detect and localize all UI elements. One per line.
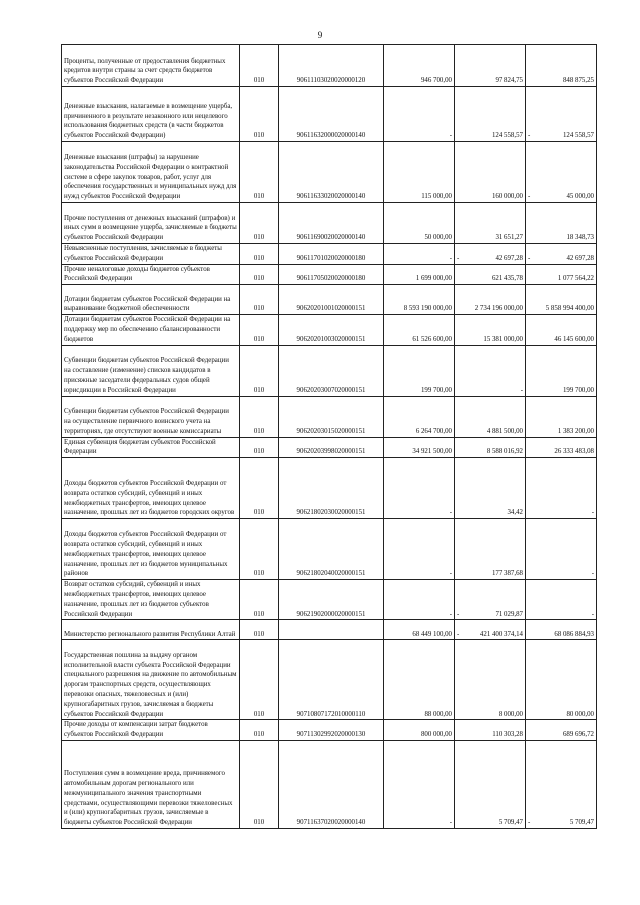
row-unexecuted-text: 689 696,72 (562, 731, 594, 739)
row-unexecuted-text: 1 077 564,22 (557, 275, 594, 283)
row-kbk-cell (279, 458, 384, 519)
row-name-text: Возврат остатков субсидий, субвенций и иных межбюджетных трансфертов, имеющих целевое назначение, прошлых лет из бюджетов субъектов Российской Федерации (64, 581, 209, 618)
row-name-cell (62, 640, 240, 720)
row-unexecuted-text: - (591, 509, 594, 517)
row-executed-text: - (520, 386, 523, 394)
page-number: 9 (317, 30, 323, 40)
row-code-text: 010 (253, 386, 265, 394)
row-kbk-text: 90611633020020000140 (296, 193, 366, 201)
row-unexecuted-cell (526, 345, 597, 396)
row-kbk-text: 90611690020020000140 (296, 234, 366, 242)
table-row (62, 142, 597, 203)
row-unexecuted-text: 5 709,47 (569, 819, 594, 827)
row-approved-text: 946 700,00 (420, 77, 452, 85)
row-approved-cell (384, 458, 455, 519)
row-approved-text: - (449, 610, 452, 618)
row-kbk-cell (279, 45, 384, 87)
row-approved-text: 34 921 500,00 (412, 448, 452, 456)
row-code-cell (240, 458, 279, 519)
row-kbk-text: 90620203998020000151 (296, 448, 366, 456)
row-kbk-cell (279, 203, 384, 244)
minus-sign: - (528, 819, 531, 827)
row-unexecuted-cell (526, 285, 597, 315)
row-code-text: 010 (253, 305, 265, 313)
row-approved-text: 68 449 100,00 (412, 630, 452, 638)
row-approved-text: 199 700,00 (420, 386, 452, 394)
row-code-cell (240, 640, 279, 720)
row-executed-text: 2 734 196 000,00 (474, 305, 523, 313)
row-code-text: 010 (253, 77, 265, 85)
row-kbk-text: 90611632000020000140 (296, 132, 366, 140)
table-row (62, 620, 597, 640)
row-executed-text: 4 881 500,00 (486, 427, 523, 435)
row-name-text: Дотации бюджетам субъектов Российской Федерации на выравнивание бюджетной обеспеченности (64, 295, 231, 313)
row-kbk-cell (279, 620, 384, 640)
row-name-cell (62, 620, 240, 640)
row-name-text: Поступления сумм в возмещение вреда, причиняемого автомобильным дорогам регионального или межмуниципального значения транспортными средствами, осуществляющими перевозки тяжеловесных и (или) крупногабаритных грузов, зачисляемые в бюджеты субъектов Российской Федерации (64, 770, 233, 827)
row-code-text: 010 (253, 710, 265, 718)
revenue-table-body (62, 45, 597, 829)
row-approved-cell (384, 244, 455, 265)
row-code-text: 010 (253, 448, 265, 456)
row-unexecuted-cell (526, 640, 597, 720)
row-kbk-text: 90611103020020000120 (296, 77, 366, 85)
row-approved-cell (384, 740, 455, 828)
row-approved-text: 50 000,00 (424, 234, 452, 242)
row-name-cell (62, 437, 240, 458)
row-kbk-cell (279, 142, 384, 203)
row-kbk-cell (279, 519, 384, 580)
row-executed-cell (455, 740, 526, 828)
row-executed-cell (455, 437, 526, 458)
row-name-text: Доходы бюджетов субъектов Российской Федерации от возврата остатков субсидий, субвенций и иных межбюджетных трансфертов, имеющих целевое назначение, прошлых лет из бюджетов городских округов (64, 479, 235, 517)
row-executed-cell (455, 285, 526, 315)
row-code-cell (240, 142, 279, 203)
row-name-cell (62, 285, 240, 315)
row-kbk-cell (279, 580, 384, 620)
row-approved-text: - (449, 819, 452, 827)
row-approved-text: - (449, 509, 452, 517)
row-code-text: 010 (253, 254, 265, 262)
row-name-cell (62, 740, 240, 828)
row-approved-cell (384, 203, 455, 244)
row-name-text: Дотации бюджетам субъектов Российской Федерации на поддержку мер по обеспечению сбалансированности бюджетов (64, 316, 231, 343)
row-executed-cell (455, 396, 526, 437)
row-executed-cell (455, 87, 526, 142)
row-unexecuted-text: 18 348,73 (566, 234, 594, 242)
row-unexecuted-text: 199 700,00 (562, 386, 594, 394)
row-code-text: 010 (253, 335, 265, 343)
row-unexecuted-cell (526, 620, 597, 640)
table-row (62, 315, 597, 345)
row-code-text: 010 (253, 132, 265, 140)
row-executed-text: 15 381 000,00 (483, 335, 523, 343)
minus-sign: - (528, 132, 531, 140)
row-unexecuted-text: 42 697,28 (566, 254, 594, 262)
row-executed-cell (455, 345, 526, 396)
row-kbk-cell (279, 285, 384, 315)
row-executed-text: 621 435,78 (491, 275, 523, 283)
row-approved-text: 1 699 000,00 (415, 275, 452, 283)
row-approved-text: - (449, 570, 452, 578)
row-executed-text: 71 029,87 (495, 610, 523, 618)
row-kbk-text: 90620201003020000151 (296, 335, 366, 343)
row-executed-cell (455, 315, 526, 345)
table-row (62, 437, 597, 458)
row-name-text: Министерство регионального развития Республики Алтай (64, 630, 236, 638)
row-executed-text: 421 400 374,14 (479, 630, 523, 638)
row-name-cell (62, 142, 240, 203)
row-unexecuted-text: - (591, 570, 594, 578)
row-approved-cell (384, 315, 455, 345)
row-name-text: Доходы бюджетов субъектов Российской Федерации от возврата остатков субсидий, субвенций и иных межбюджетных трансфертов, имеющих целевое назначение, прошлых лет из бюджетов муниципальных районов (64, 531, 228, 578)
row-executed-cell (455, 580, 526, 620)
row-name-cell (62, 203, 240, 244)
table-row (62, 519, 597, 580)
row-code-cell (240, 740, 279, 828)
row-name-text: Единая субвенция бюджетам субъектов Российской Федерации (64, 438, 216, 456)
row-unexecuted-text: 45 000,00 (566, 193, 594, 201)
row-kbk-text: 90711637020020000140 (296, 819, 366, 827)
row-unexecuted-text: 26 333 483,08 (554, 448, 594, 456)
row-kbk-cell (279, 315, 384, 345)
row-approved-text: 8 593 190 000,00 (403, 305, 452, 313)
row-name-cell (62, 345, 240, 396)
row-unexecuted-text: 68 086 884,93 (554, 630, 594, 638)
row-unexecuted-text: - (591, 610, 594, 618)
row-approved-cell (384, 45, 455, 87)
row-unexecuted-cell (526, 315, 597, 345)
row-approved-text: 800 000,00 (420, 731, 452, 739)
row-kbk-cell (279, 264, 384, 285)
row-executed-cell (455, 620, 526, 640)
row-executed-text: 160 000,00 (491, 193, 523, 201)
row-unexecuted-cell (526, 142, 597, 203)
row-unexecuted-text: 46 145 600,00 (554, 335, 594, 343)
row-code-cell (240, 720, 279, 741)
table-row (62, 345, 597, 396)
row-approved-text: 6 264 700,00 (415, 427, 452, 435)
row-kbk-text: 90711302992020000130 (296, 731, 366, 739)
minus-sign: - (457, 610, 460, 618)
row-approved-cell (384, 720, 455, 741)
row-executed-text: 97 824,75 (495, 77, 523, 85)
row-approved-text: - (449, 132, 452, 140)
row-executed-text: 177 387,68 (491, 570, 523, 578)
row-code-text: 010 (253, 731, 265, 739)
row-executed-cell (455, 203, 526, 244)
row-kbk-cell (279, 437, 384, 458)
row-executed-cell (455, 264, 526, 285)
row-kbk-text: 90620203007020000151 (296, 386, 366, 394)
row-approved-cell (384, 620, 455, 640)
row-name-text: Невыясненные поступления, зачисляемые в бюджеты субъектов Российской Федерации (64, 245, 222, 262)
minus-sign: - (457, 254, 460, 262)
row-executed-text: 8 000,00 (498, 710, 523, 718)
row-name-cell (62, 264, 240, 285)
row-unexecuted-cell (526, 740, 597, 828)
row-unexecuted-cell (526, 458, 597, 519)
row-name-text: Денежные взыскания, налагаемые в возмещение ущерба, причиненного в результате незаконного или нецелевого использования бюджетных средств (в части бюджетов субъектов Российской Федерации) (64, 102, 233, 140)
row-name-cell (62, 45, 240, 87)
row-executed-text: 5 709,47 (498, 819, 523, 827)
row-executed-cell (455, 244, 526, 265)
row-name-cell (62, 87, 240, 142)
table-row (62, 580, 597, 620)
row-code-text: 010 (253, 427, 265, 435)
row-approved-cell (384, 437, 455, 458)
table-row (62, 396, 597, 437)
row-executed-text: 124 558,57 (491, 132, 523, 140)
row-kbk-text: 90611701020020000180 (296, 254, 366, 262)
row-executed-text: 42 697,28 (495, 254, 523, 262)
row-executed-cell (455, 720, 526, 741)
row-kbk-text: 90611705020020000180 (296, 275, 366, 283)
row-name-cell (62, 396, 240, 437)
row-name-cell (62, 458, 240, 519)
table-row (62, 285, 597, 315)
row-unexecuted-cell (526, 244, 597, 265)
row-approved-text: 61 526 600,00 (412, 335, 452, 343)
row-name-text: Субвенции бюджетам субъектов Российской Федерации на составление (изменение) списков кандидатов в присяжные заседатели федеральных судов общей юрисдикции в Российской Федерации (64, 357, 229, 394)
row-unexecuted-cell (526, 396, 597, 437)
row-kbk-text: 90620201001020000151 (296, 305, 366, 313)
row-code-cell (240, 45, 279, 87)
row-unexecuted-cell (526, 45, 597, 87)
row-code-cell (240, 264, 279, 285)
row-kbk-cell (279, 740, 384, 828)
row-approved-cell (384, 519, 455, 580)
table-row (62, 264, 597, 285)
row-executed-text: 31 651,27 (495, 234, 523, 242)
row-code-text: 010 (253, 610, 265, 618)
row-kbk-cell (279, 640, 384, 720)
row-executed-cell (455, 45, 526, 87)
row-code-text: 010 (253, 819, 265, 827)
row-executed-cell (455, 640, 526, 720)
row-name-text: Денежные взыскания (штрафы) за нарушение законодательства Российской Федерации о контрактной системе в сфере закупок товаров, работ, услуг для обеспечения государственных и муниципальных нужд для нужд субъектов Российской Федерации (64, 154, 237, 201)
row-approved-cell (384, 396, 455, 437)
row-code-cell (240, 396, 279, 437)
row-approved-cell (384, 264, 455, 285)
row-kbk-text: 90620203015020000151 (296, 427, 366, 435)
row-name-cell (62, 315, 240, 345)
row-name-cell (62, 519, 240, 580)
row-name-text: Прочие поступления от денежных взысканий (штрафов) и иных сумм в возмещение ущерба, зачисляемые в бюджеты субъектов Российской Федерации (64, 214, 237, 242)
table-row (62, 203, 597, 244)
minus-sign: - (457, 630, 460, 638)
row-kbk-text: 90710807172010000110 (296, 710, 366, 718)
row-approved-cell (384, 580, 455, 620)
row-name-cell (62, 244, 240, 265)
table-row (62, 740, 597, 828)
row-code-cell (240, 519, 279, 580)
row-kbk-cell (279, 345, 384, 396)
row-unexecuted-cell (526, 720, 597, 741)
row-name-text: Прочие доходы от компенсации затрат бюджетов субъектов Российской Федерации (64, 721, 208, 739)
row-code-cell (240, 87, 279, 142)
row-unexecuted-cell (526, 264, 597, 285)
row-executed-cell (455, 519, 526, 580)
row-unexecuted-cell (526, 580, 597, 620)
row-code-text: 010 (253, 509, 265, 517)
row-unexecuted-text: 1 383 200,00 (557, 427, 594, 435)
row-name-text: Государственная пошлина за выдачу органом исполнительной власти субъекта Российской Федерации специального разрешения на движение по автомобильным дорогам транспортных средств, осуществляющих перевозки опасных, тяжеловесных и (или) крупногабаритных грузов, зачисляемая в бюджеты субъектов Российской Федерации (64, 651, 237, 718)
row-name-text: Прочие неналоговые доходы бюджетов субъектов Российской Федерации (64, 265, 210, 283)
row-code-text: 010 (253, 234, 265, 242)
table-row (62, 244, 597, 265)
row-unexecuted-cell (526, 203, 597, 244)
row-code-cell (240, 437, 279, 458)
table-row (62, 45, 597, 87)
row-code-text: 010 (253, 570, 265, 578)
row-kbk-cell (279, 396, 384, 437)
row-approved-text: 88 000,00 (424, 710, 452, 718)
row-code-cell (240, 315, 279, 345)
row-executed-cell (455, 142, 526, 203)
row-name-text: Субвенции бюджетам субъектов Российской Федерации на осуществление первичного воинского учета на территориях, где отсутствуют военные комиссариаты (64, 408, 229, 435)
row-unexecuted-text: 80 000,00 (566, 710, 594, 718)
row-approved-cell (384, 640, 455, 720)
row-code-cell (240, 580, 279, 620)
table-row (62, 458, 597, 519)
row-approved-cell (384, 345, 455, 396)
row-approved-cell (384, 285, 455, 315)
row-unexecuted-cell (526, 519, 597, 580)
row-approved-text: 115 000,00 (421, 193, 452, 201)
revenue-table (61, 44, 597, 829)
table-row (62, 87, 597, 142)
row-code-text: 010 (253, 275, 265, 283)
row-kbk-cell (279, 87, 384, 142)
row-executed-cell (455, 458, 526, 519)
row-code-cell (240, 620, 279, 640)
row-approved-text: - (449, 254, 452, 262)
row-code-text: 010 (253, 630, 265, 638)
row-unexecuted-cell (526, 437, 597, 458)
row-unexecuted-text: 124 558,57 (562, 132, 594, 140)
table-row (62, 720, 597, 741)
row-executed-text: 8 588 016,92 (486, 448, 523, 456)
minus-sign: - (528, 193, 531, 201)
row-code-cell (240, 345, 279, 396)
row-executed-text: 34,42 (507, 509, 523, 517)
row-unexecuted-text: 848 875,25 (562, 77, 594, 85)
row-kbk-cell (279, 720, 384, 741)
row-code-cell (240, 203, 279, 244)
row-kbk-text: 90621802040020000151 (296, 570, 366, 578)
row-name-cell (62, 720, 240, 741)
row-code-cell (240, 285, 279, 315)
row-kbk-cell (279, 244, 384, 265)
row-kbk-text: 90621802030020000151 (296, 509, 366, 517)
row-approved-cell (384, 87, 455, 142)
row-code-text: 010 (253, 193, 265, 201)
minus-sign: - (528, 254, 531, 262)
row-unexecuted-text: 5 858 994 400,00 (545, 305, 594, 313)
row-unexecuted-cell (526, 87, 597, 142)
row-approved-cell (384, 142, 455, 203)
row-name-text: Проценты, полученные от предоставления бюджетных кредитов внутри страны за счет средств бюджетов субъектов Российской Федерации (64, 57, 226, 85)
table-row (62, 640, 597, 720)
row-name-cell (62, 580, 240, 620)
row-code-cell (240, 244, 279, 265)
row-kbk-text: 90621902000020000151 (296, 610, 366, 618)
row-executed-text: 110 303,28 (492, 731, 523, 739)
